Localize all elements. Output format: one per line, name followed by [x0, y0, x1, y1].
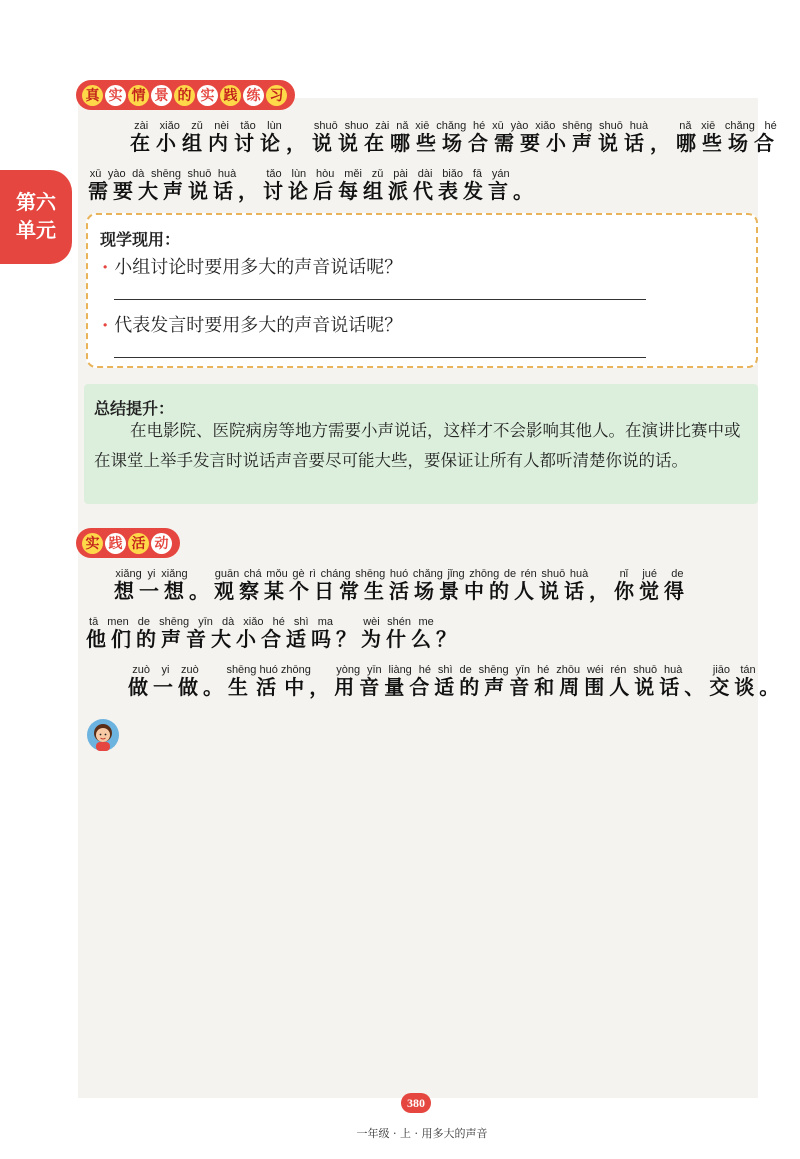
hanzi-text: 用音量合适的声音和周围人说话 [334, 675, 685, 699]
summary-text: 在电影院、医院病房等地方需要小声说话，这样才不会影响其他人。在演讲比赛中或在课堂上举手发言时说话声音要尽可能大些，要保证让所有人都听清楚你说的话。 [94, 421, 741, 470]
unit-tab [0, 170, 72, 264]
hanzi-text: 交谈 [709, 675, 760, 699]
punctuation: 。 [203, 675, 228, 699]
ruby-segment [361, 616, 436, 651]
pinyin-text: tǎo lùn hòu měi zǔ pài dài biǎo fā yán [263, 168, 513, 180]
pinyin-text: shēng huó zhōng [226, 664, 311, 676]
pinyin-text: wèi shén me [361, 616, 436, 628]
punctuation: ？ [336, 627, 361, 651]
girl-avatar-icon [86, 718, 120, 752]
hanzi-text: 观察某个日常生活场景中的人说话 [214, 579, 589, 603]
section-title-char: 的 [174, 85, 195, 106]
section-title-char: 实 [197, 85, 218, 106]
ruby-segment [614, 568, 689, 603]
bullet-dot: · [102, 257, 109, 278]
pinyin-text: xiǎng yi xiǎng [114, 568, 189, 580]
ruby-segment [312, 120, 650, 155]
hanzi-text: 做一做 [128, 675, 203, 699]
paragraph-1-line-2 [88, 168, 538, 204]
page-number: 380 [401, 1093, 431, 1113]
question-2 [102, 311, 402, 337]
hanzi-text: 为什么 [361, 627, 436, 651]
paragraph-2-line-2 [86, 616, 461, 652]
question-2-text: 代表发言时要用多大的声音说话呢？ [114, 315, 403, 336]
section-title-char: 景 [151, 85, 172, 106]
pinyin-text: xū yào dà shēng shuō huà [88, 168, 238, 180]
punctuation: ？ [436, 627, 461, 651]
paragraph-2-line-3 [128, 664, 784, 700]
punctuation: 。 [513, 179, 538, 203]
pinyin-text: nǎ xiē chǎng hé [676, 120, 780, 132]
answer-line-1[interactable] [114, 299, 646, 300]
section-title-char: 情 [128, 85, 149, 106]
bullet-dot: · [102, 315, 109, 336]
punctuation: 。 [189, 579, 214, 603]
ruby-segment [226, 664, 311, 699]
ruby-segment [214, 568, 589, 603]
pinyin-text: shuō shuo zài nǎ xiē chǎng hé xū yào xiǎo shēng shuō huà [312, 120, 650, 132]
ruby-segment [334, 664, 685, 699]
section-title-char: 践 [105, 533, 126, 554]
pinyin-text: zuò yi zuò [128, 664, 203, 676]
hanzi-text: 在小组内讨论 [130, 131, 286, 155]
pinyin-text: zài xiǎo zǔ nèi tǎo lùn [130, 120, 286, 132]
question-1 [102, 253, 402, 279]
section-title-char: 践 [220, 85, 241, 106]
section-title-char: 实 [105, 85, 126, 106]
question-1-text: 小组讨论时要用多大的声音说话呢？ [114, 257, 403, 278]
punctuation: ， [286, 131, 312, 155]
hanzi-text: 讨论后每组派代表发言 [263, 179, 513, 203]
unit-tab-line2: 单元 [16, 218, 56, 242]
summary-box [84, 384, 758, 504]
practice-box [86, 213, 758, 368]
section-title-char: 动 [151, 533, 172, 554]
pinyin-text: guān chá mǒu gè rì cháng shēng huó chǎng jǐng zhōng de rén shuō huà [214, 568, 589, 580]
ruby-segment [709, 664, 760, 699]
hanzi-text: 哪些场合 [676, 131, 780, 155]
punctuation: 。 [759, 675, 785, 699]
punctuation: ， [650, 131, 676, 155]
ruby-segment [114, 568, 189, 603]
section-title-practice-exercise [76, 80, 295, 110]
unit-tab-line1: 第六 [16, 190, 56, 214]
answer-line-2[interactable] [114, 357, 646, 358]
hanzi-text: 生活中 [226, 675, 311, 699]
punctuation: ， [309, 675, 335, 699]
ruby-segment [88, 168, 238, 203]
hanzi-text: 想一想 [114, 579, 189, 603]
hanzi-text: 你觉得 [614, 579, 689, 603]
pinyin-text: nǐ jué de [614, 568, 689, 580]
section-title-char: 真 [82, 85, 103, 106]
section-title-char: 习 [266, 85, 287, 106]
paragraph-1-line-1 [130, 120, 780, 156]
section-title-practice-activity [76, 528, 180, 558]
punctuation: 、 [684, 675, 710, 699]
section-title-char: 活 [128, 533, 149, 554]
ruby-segment [130, 120, 286, 155]
pinyin-text: tā men de shēng yīn dà xiǎo hé shì ma [86, 616, 336, 628]
pinyin-text: jiāo tán [709, 664, 760, 676]
ruby-segment [86, 616, 336, 651]
pinyin-text: yòng yīn liàng hé shì de shēng yīn hé zhōu wéi rén shuō huà [334, 664, 685, 676]
paragraph-2-line-1 [114, 568, 689, 604]
section-title-char: 实 [82, 533, 103, 554]
section-title-char: 练 [243, 85, 264, 106]
ruby-segment [676, 120, 780, 155]
footer-caption: 一年级 · 上 · 用多大的声音 [356, 1127, 488, 1140]
hanzi-text: 说说在哪些场合需要小声说话 [312, 131, 650, 155]
practice-title: 现学现用： [100, 230, 181, 249]
summary-title: 总结提升： [94, 399, 175, 418]
ruby-segment [263, 168, 513, 203]
hanzi-text: 需要大声说话 [88, 179, 238, 203]
punctuation: ， [238, 179, 263, 203]
punctuation: ， [589, 579, 614, 603]
hanzi-text: 他们的声音大小合适吗 [86, 627, 336, 651]
ruby-segment [128, 664, 203, 699]
